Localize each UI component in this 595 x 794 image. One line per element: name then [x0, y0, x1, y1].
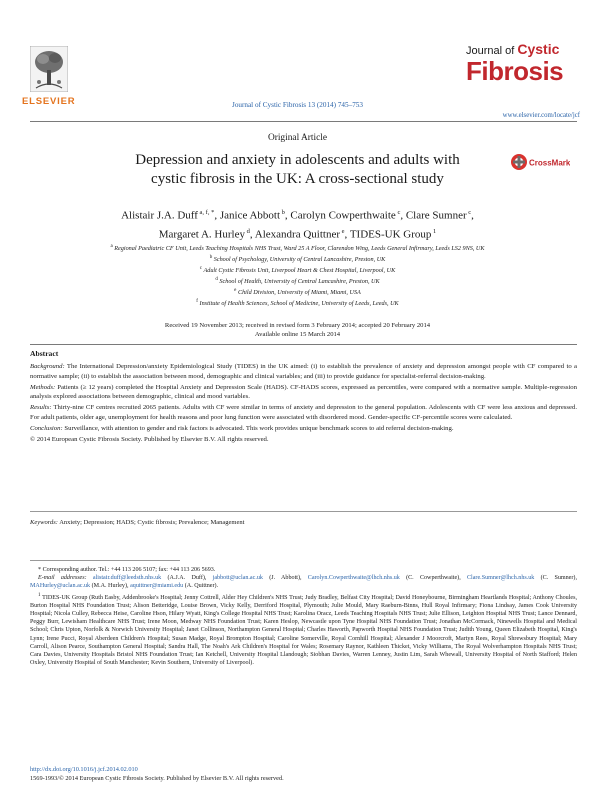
affiliation-text: Child Division, University of Miami, Miami, USA — [236, 289, 361, 297]
author-name: Carolyn Cowperthwaite — [290, 209, 396, 222]
author-affiliation-marker[interactable]: c — [466, 209, 472, 216]
elsevier-tree-logo — [30, 46, 68, 92]
affiliation-line — [60, 275, 535, 286]
methods-text: Patients (≥ 12 years) completed the Hospital Anxiety and Depression Scale (HADS). CF-HADS scores, expressed as percentiles, were compared with a normative sample. Multiple-regression analysis explored associations between demographic, clinical and mood variables. — [30, 383, 577, 401]
corresponding-author-note: * Corresponding author. Tel.: +44 113 206 5107; fax: +44 113 206 5693. — [38, 567, 216, 573]
journal-reference-link[interactable]: Journal of Cystic Fibrosis 13 (2014) 745–753 — [232, 101, 363, 109]
email-addresses — [30, 574, 577, 590]
author-separator: , — [249, 228, 255, 241]
affiliation-marker: a — [110, 244, 113, 249]
background-text: The International Depression/anxiety Epidemiological Study (TIDES) in the UK aimed: (i) to establish the prevalence of anxiety and depression amongst people with CF compared to a normative sample; (ii) to establish the association between mood, demographic and clinical variables; and (iii) to provide guidance for specialist-referral decision-making. — [30, 363, 577, 380]
abstract-heading: Abstract — [30, 349, 59, 358]
crossmark-badge[interactable] — [510, 153, 570, 171]
author-separator: , — [284, 209, 291, 222]
group-footnote — [30, 591, 577, 668]
header-divider — [30, 121, 577, 122]
results-text: Thirty-nine CF centres recruited 2065 patients. Adults with CF were similar in terms of anxiety and depression to the general population. Adolescents with CF were less anxious and depressed. For adult patients, older age, unemployment for health reasons and poor lung function were associated with disordered mood. Gender-specific CF-percentile scores were calculated. — [30, 404, 577, 421]
author-affiliation-marker[interactable]: d — [244, 227, 250, 235]
title-line-1: Depression and anxiety in adolescents and adults with — [135, 152, 460, 168]
author-affiliation-marker[interactable]: e — [339, 227, 345, 235]
author-separator: , — [471, 209, 474, 222]
affiliation-marker: b — [209, 255, 213, 261]
author-name: Clare Sumner — [405, 209, 467, 222]
author-separator: , — [214, 209, 220, 222]
email-owner: (M.A. Hurley), — [90, 583, 131, 590]
received-dates: Received 19 November 2013; received in revised form 3 February 2014; accepted 20 February 2014 — [164, 322, 431, 329]
affiliation-text: School of Health, University of Central Lancashire, Preston, UK — [217, 278, 380, 286]
affiliation-marker: e — [234, 288, 237, 294]
doi-link[interactable]: http://dx.doi.org/10.1016/j.jcf.2014.02.010 — [30, 766, 138, 773]
author-name: Janice Abbott — [219, 209, 281, 222]
email-link[interactable]: alistair.duff@leedsth.nhs.uk — [92, 575, 162, 582]
article-dates — [0, 321, 595, 339]
abstract-background — [30, 362, 577, 381]
email-link[interactable]: Clare.Sumner@lhch.nhs.uk — [466, 575, 535, 582]
group-footnote-text: TIDES-UK Group (Ruth Easby, Addenbrooke's Hospital; Jenny Cottrell, Alder Hey Children's NHS Trust; Judy Bradley, Belfast City Hospital; David Honeybourne, Birmingham Heartlands Hospital; Anthony Choules, Burton Hospital NHS Foundation Trust; Alison Betteridge, Louise Brown, Vicky Kelly, Derriford Hospital, Plymouth; Julie Mould, Mary Raeburn-Binns, Hull Royal Infirmary; Fiona Lindsay, James Cook University Hospital; Nicola Culley, Rebecca Heise, Caroline Hson, Hilary Wyatt, King's College Hospital NHS Trust; Karolina Oracz, Leeds Teaching Hospitals NHS Trust; Julie Ellison, Leighton Hospital NHS Trust; Lance Dennard, Peggy Burr, Lewisham Healthcare NHS Trust; Irene Moon, Medway NHS Foundation Trust; Karen Heslop, Newcastle upon Tyne Hospital NHS Foundation Trust; Jonathan McCormack, Ninewells Hospital and Medical School; Chris Upton, Norfolk & Norwich University Hospital; Janet Collinson, Northampton General Hospital; Charles Haworth, Papworth Hospital NHS Foundation Trust; Judith Young, Queen Elizabeth Hospital, King's Lynn; Irene Pucci, Royal Aberdeen Children's Hospital; Susan Madge, Royal Brompton Hospital; Caroline Somerville, Royal Cornhill Hospital; Alexander J Moorcroft, Martyn Rees, Royal Shrewsbury Hospital; Mary Carroll, Alison Pearce, Southampton General Hospital; Sandra Hall, The Noah's Ark Children's Hospital for Wales; Rosemary Raynor, Kathleen Thicket, Vicky Williams, The Royal Wolverhampton Hospitals NHS Trust; Cara Davies, University Hospitals Bristol NHS Foundation Trust; Ian Ketchell, University Hospital Llandough; Siobhan Davies, Warren Lenney, Justin Lim, Sarah Whewall, University Hospital of North Stafford; Helen Oxley, University Hospital of South Manchester; Kevin Southern, University of Liverpool). — [30, 594, 577, 667]
affiliation-marker: d — [215, 277, 218, 283]
section-type: Original Article — [267, 133, 328, 143]
affiliation-marker: c — [199, 266, 203, 272]
journal-logo-word: Cystic — [517, 41, 560, 57]
conclusion-text: Surveillance, with attention to gender and risk factors is advocated. This work provides unique benchmark scores to aid referral decision-making. — [62, 425, 454, 433]
journal-logo-line1: Journal of — [466, 45, 515, 57]
abstract-top-rule — [30, 344, 577, 345]
keywords — [30, 519, 577, 526]
affiliation-text: Regional Paediatric CF Unit, Leeds Teaching Hospitals NHS Trust, Ward 25 A Floor, Clarendon Wing, Leeds General Infirmary, Leeds LS2 9NS, UK — [112, 245, 485, 253]
affiliation-text: School of Psychology, University of Central Lancashire, Preston, UK — [212, 256, 386, 264]
author-separator: , — [400, 209, 406, 222]
crossmark-label: CrossMark — [529, 158, 570, 168]
abstract-methods — [30, 383, 577, 402]
author-name: Margaret A. Hurley — [158, 228, 245, 241]
author-name: Alistair J.A. Duff — [121, 209, 198, 222]
author-name: Alexandra Quittner — [254, 228, 340, 241]
background-label: Background: — [30, 363, 65, 370]
journal-logo-line2: Fibrosis — [466, 56, 564, 86]
affiliation-line — [60, 297, 535, 308]
email-link[interactable]: MAHurley@uclan.ac.uk — [30, 583, 91, 590]
abstract-conclusion — [30, 424, 577, 434]
affiliation-line — [60, 242, 535, 253]
online-date: Available online 15 March 2014 — [254, 331, 341, 339]
email-owner: (A.J.A. Duff), — [161, 575, 213, 582]
affiliation-text: Institute of Health Sciences, School of Medicine, University of Leeds, Leeds, UK — [197, 300, 399, 308]
email-owner: (A. Quittner). — [183, 583, 219, 590]
affiliation-marker: f — [196, 299, 198, 305]
group-footnote-marker: 1 — [38, 591, 41, 598]
author-separator: , — [344, 228, 350, 241]
results-label: Results: — [30, 404, 52, 412]
abstract-results — [30, 403, 577, 422]
journal-url-link[interactable]: www.elsevier.com/locate/jcf — [502, 112, 580, 119]
keywords-text: Anxiety; Depression; HADS; Cystic fibrosis; Prevalence; Management — [57, 519, 245, 526]
affiliation-line — [60, 264, 535, 275]
footnote-rule — [30, 560, 180, 561]
affiliation-list — [60, 242, 535, 308]
email-link[interactable]: jabbott@uclan.ac.uk — [212, 575, 263, 582]
email-owner: (J. Abbott), — [262, 575, 308, 582]
page-footer — [30, 765, 284, 783]
abstract-bottom-rule — [30, 511, 577, 512]
journal-logo — [466, 41, 578, 85]
issn-copyright: 1569-1993/© 2014 European Cystic Fibrosis Society. Published by Elsevier B.V. All rights reserved. — [30, 775, 284, 782]
abstract-copyright: © 2014 European Cystic Fibrosis Society. Published by Elsevier B.V. All rights reserved. — [30, 436, 269, 444]
email-link[interactable]: aquittner@miami.edu — [130, 583, 184, 590]
abstract-body — [30, 362, 577, 446]
email-label: E-mail addresses: — [38, 575, 93, 582]
footnotes — [30, 566, 577, 667]
keywords-label: Keywords: — [30, 519, 58, 526]
email-owner: (C. Cowperthwaite), — [399, 575, 467, 582]
author-affiliation-marker[interactable]: b — [280, 209, 285, 216]
author-name: TIDES-UK Group — [349, 228, 432, 241]
affiliation-line — [60, 286, 535, 297]
author-affiliation-marker[interactable]: c — [395, 209, 401, 216]
author-list — [60, 205, 535, 242]
conclusion-label: Conclusion: — [30, 425, 63, 433]
methods-label: Methods: — [30, 383, 56, 391]
author-affiliation-marker[interactable]: 1 — [431, 227, 437, 235]
author-affiliation-marker[interactable]: a, f, * — [197, 209, 215, 216]
article-title — [60, 151, 535, 189]
email-link[interactable]: Carolyn.Cowperthwaite@lhch.nhs.uk — [307, 575, 400, 582]
title-line-2: cystic fibrosis in the UK: A cross-sectional study — [151, 171, 444, 187]
affiliation-line — [60, 253, 535, 264]
publisher-name: ELSEVIER — [22, 96, 76, 107]
affiliation-text: Adult Cystic Fibrosis Unit, Liverpool Heart & Chest Hospital, Liverpool, UK — [202, 267, 396, 275]
email-owner: (C. Sumner), — [534, 575, 577, 582]
